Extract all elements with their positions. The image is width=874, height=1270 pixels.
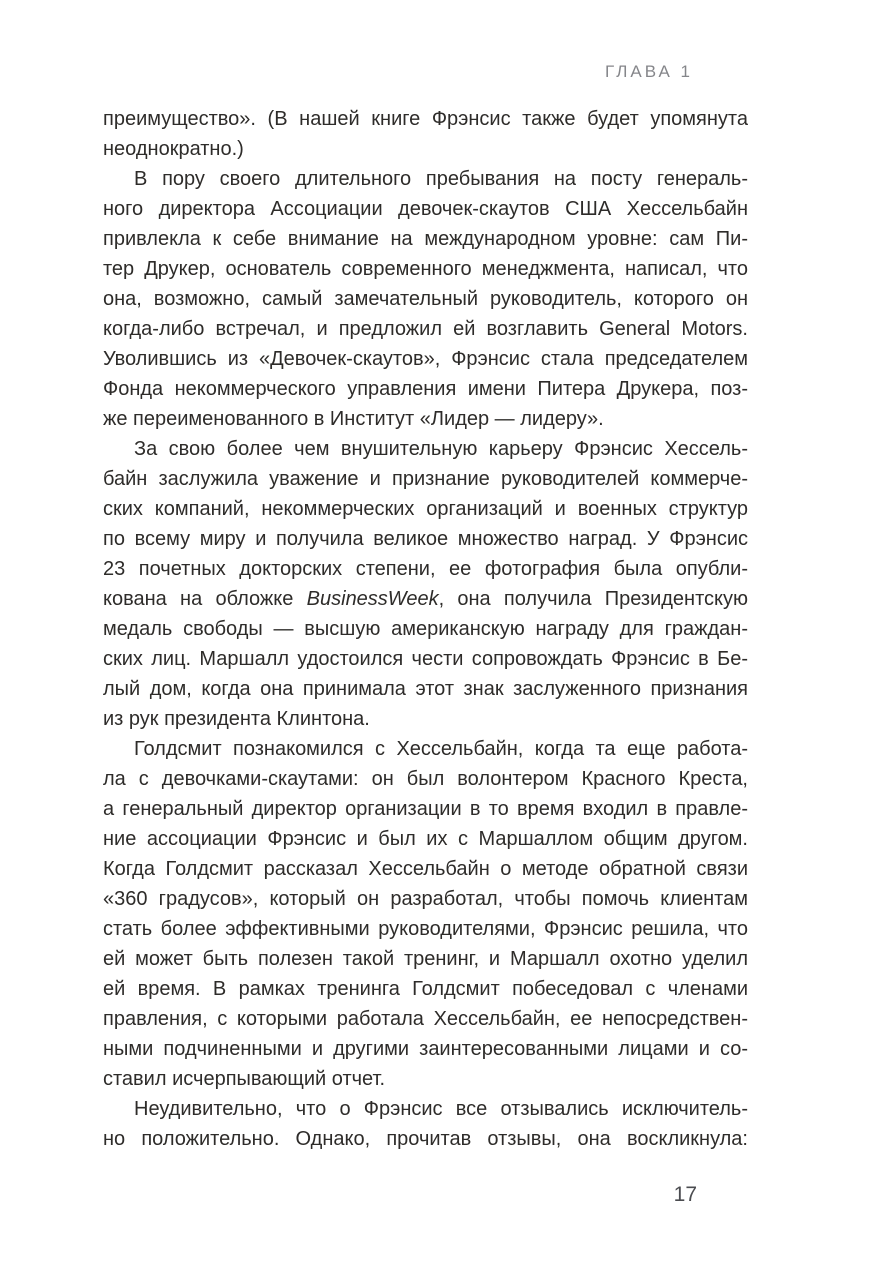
text-line: ских лиц. Маршалл удостоился чести сопровождать Фрэнсис в Бе-: [103, 648, 748, 670]
text-line: медаль свободы — высшую американскую награду для граждан-: [103, 618, 748, 640]
paragraph: [103, 434, 748, 734]
text-line: Когда Голдсмит рассказал Хессельбайн о методе обратной связи: [103, 858, 748, 880]
text-block: [103, 104, 748, 1154]
text-line: ного директора Ассоциации девочек-скаутов США Хессельбайн: [103, 198, 748, 220]
text-line: ла с девочками-скаутами: он был волонтером Красного Креста,: [103, 768, 748, 790]
text-line: ских компаний, некоммерческих организаций и военных структур: [103, 498, 748, 520]
text-line: правления, с которыми работала Хессельбайн, ее непосредствен-: [103, 1008, 748, 1030]
text-line: За свою более чем внушительную карьеру Фрэнсис Хессель-: [134, 438, 748, 460]
text-line: ей может быть полезен такой тренинг, и Маршалл охотно уделил: [103, 948, 748, 970]
text-line: неоднократно.): [103, 138, 244, 160]
paragraph: [103, 1094, 748, 1154]
text-line: ными подчиненными и другими заинтересованными лицами и со-: [103, 1038, 748, 1060]
text-line: кована на обложке BusinessWeek, она получила Президентскую: [103, 588, 749, 610]
text-line: ставил исчерпывающий отчет.: [103, 1068, 386, 1090]
text-line: же переименованного в Институт «Лидер — лидеру».: [103, 408, 604, 430]
text-line: тер Друкер, основатель современного менеджмента, написал, что: [103, 258, 748, 280]
text-line: она, возможно, самый замечательный руководитель, которого он: [103, 288, 748, 310]
text-line: ние ассоциации Фрэнсис и был их с Маршаллом общим другом.: [103, 828, 748, 850]
text-line: Неудивительно, что о Фрэнсис все отзывались исключитель-: [134, 1098, 748, 1120]
paragraph: [103, 104, 748, 164]
chapter-header: ГЛАВА 1: [604, 62, 693, 81]
text-line: привлекла к себе внимание на международном уровне: сам Пи-: [103, 228, 748, 250]
text-line: стать более эффективными руководителями, Фрэнсис решила, что: [103, 918, 748, 940]
paragraph: [103, 734, 748, 1094]
text-line: из рук президента Клинтона.: [103, 708, 370, 730]
text-line: 23 почетных докторских степени, ее фотография была опубли-: [103, 558, 748, 580]
text-line: по всему миру и получила великое множество наград. У Фрэнсис: [103, 528, 748, 550]
text-line: Голдсмит познакомился с Хессельбайн, когда та еще работа-: [134, 738, 748, 760]
page-number: 17: [673, 1183, 697, 1206]
text-line: ей время. В рамках тренинга Голдсмит побеседовал с членами: [103, 978, 748, 1000]
paragraph: [103, 164, 748, 434]
text-line: «360 градусов», который он разработал, чтобы помочь клиентам: [103, 888, 748, 910]
text-line: но положительно. Однако, прочитав отзывы, она воскликнула:: [103, 1128, 748, 1150]
text-line: преимущество». (В нашей книге Фрэнсис также будет упомянута: [103, 108, 748, 130]
text-line: Фонда некоммерческого управления имени Питера Друкера, поз-: [103, 378, 748, 400]
text-line: а генеральный директор организации в то время входил в правле-: [103, 798, 748, 820]
text-line: В пору своего длительного пребывания на посту генераль-: [134, 168, 748, 190]
text-line: Уволившись из «Девочек-скаутов», Фрэнсис стала председателем: [103, 348, 748, 370]
text-line: лый дом, когда она принимала этот знак заслуженного признания: [103, 678, 748, 700]
text-line: байн заслужила уважение и признание руководителей коммерче-: [103, 468, 748, 490]
text-line: когда-либо встречал, и предложил ей возглавить General Motors.: [103, 318, 748, 340]
